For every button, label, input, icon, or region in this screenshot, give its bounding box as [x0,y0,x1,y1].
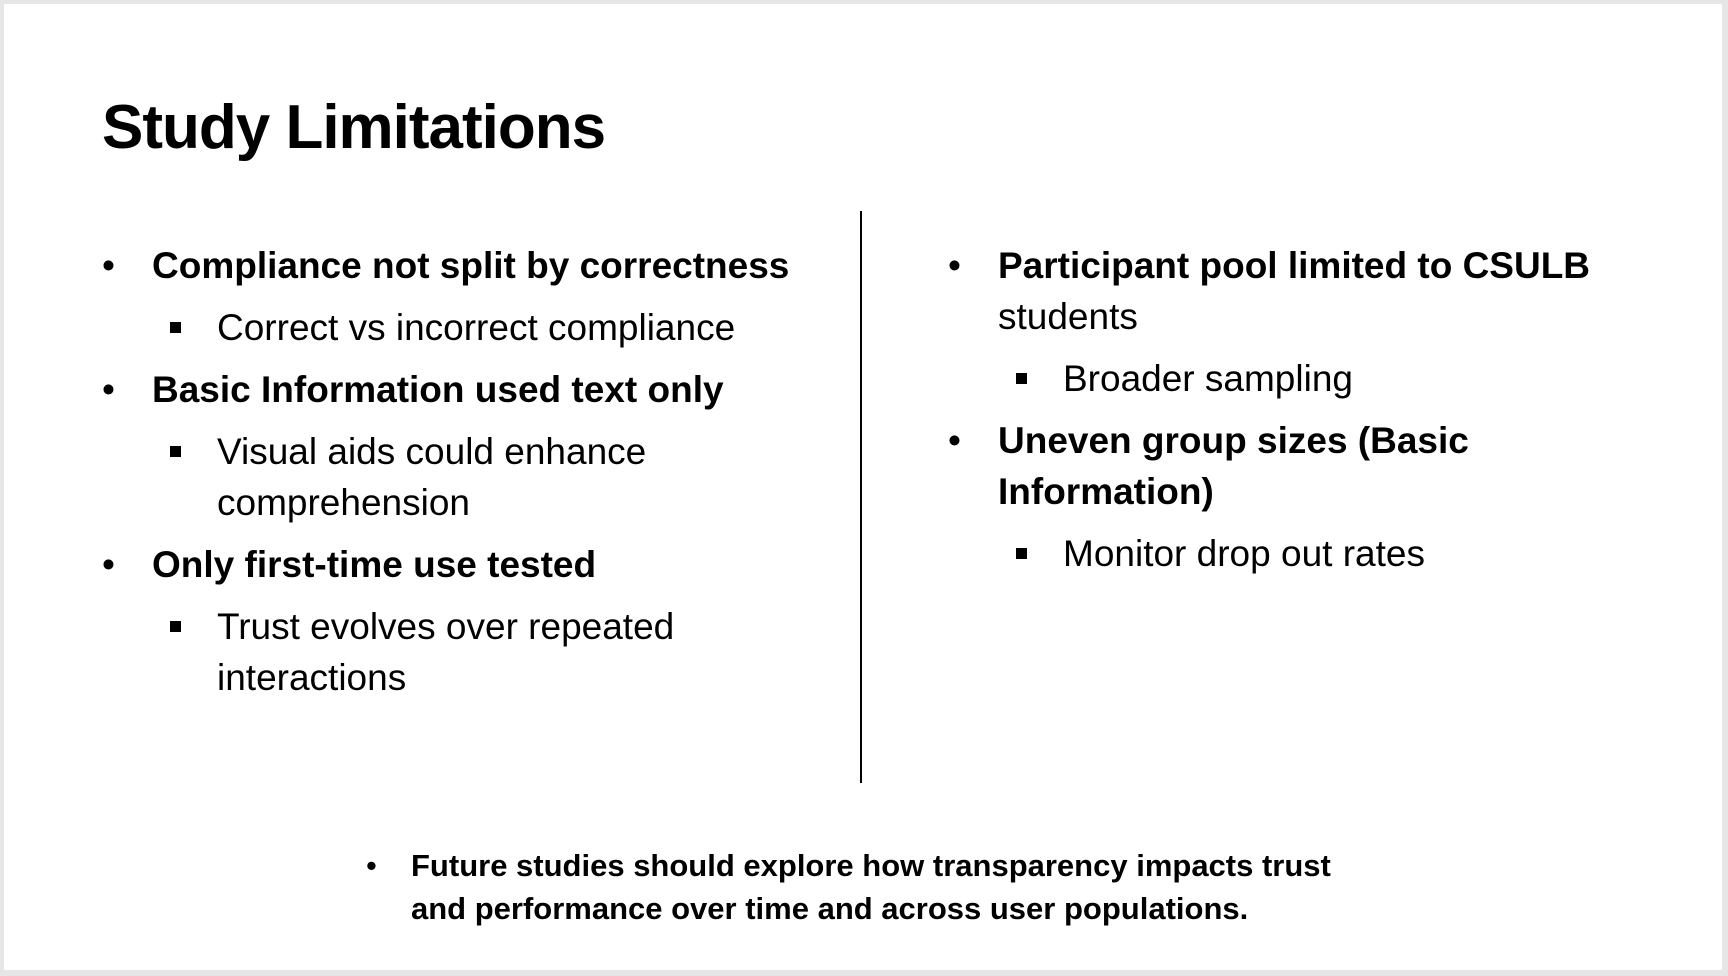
column-divider [860,211,862,783]
bullet-marker: • [366,848,377,883]
sub-bullet-item [102,601,802,703]
bullet-text: Participant pool limited to CSULB [998,245,1591,286]
bullet-marker: • [102,544,115,585]
footer-note [366,844,1411,930]
square-bullet-icon [170,621,181,632]
bullet-marker: • [948,245,961,286]
bullet-text: Basic Information used text only [152,369,724,410]
slide-title: Study Limitations [102,93,606,162]
bullet-item [102,240,802,291]
bullet-text-continued: students [998,296,1138,337]
square-bullet-icon [1016,548,1027,559]
square-bullet-icon [170,322,181,333]
bullet-item [948,415,1668,517]
footer-text: Future studies should explore how transparency impacts trust [411,848,1331,883]
sub-bullet-text: Monitor drop out rates [1063,533,1425,574]
sub-bullet-text: Broader sampling [1063,358,1353,399]
bullet-text: Compliance not split by correctness [152,245,790,286]
sub-bullet-item [102,302,802,353]
square-bullet-icon [1016,373,1027,384]
bullet-text: Only first-time use tested [152,544,597,585]
sub-bullet-item [102,426,802,528]
sub-bullet-text: Correct vs incorrect compliance [217,307,736,348]
bullet-marker: • [102,245,115,286]
sub-bullet-text-continued: comprehension [217,482,470,523]
sub-bullet-item [948,353,1668,404]
slide [4,4,1722,970]
bullet-item [948,240,1668,342]
bullet-marker: • [948,420,961,461]
footer-text-continued: and performance over time and across user populations. [411,891,1249,926]
sub-bullet-text: Trust evolves over repeated [217,606,675,647]
bullet-text-continued: Information) [998,471,1214,512]
bullet-item [102,539,802,590]
sub-bullet-text-continued: interactions [217,657,407,698]
bullet-item [102,364,802,415]
bullet-marker: • [102,369,115,410]
right-column [948,240,1668,590]
sub-bullet-item [948,528,1668,579]
bullet-text: Uneven group sizes (Basic [998,420,1469,461]
left-column [102,240,802,714]
sub-bullet-text: Visual aids could enhance [217,431,647,472]
square-bullet-icon [170,446,181,457]
